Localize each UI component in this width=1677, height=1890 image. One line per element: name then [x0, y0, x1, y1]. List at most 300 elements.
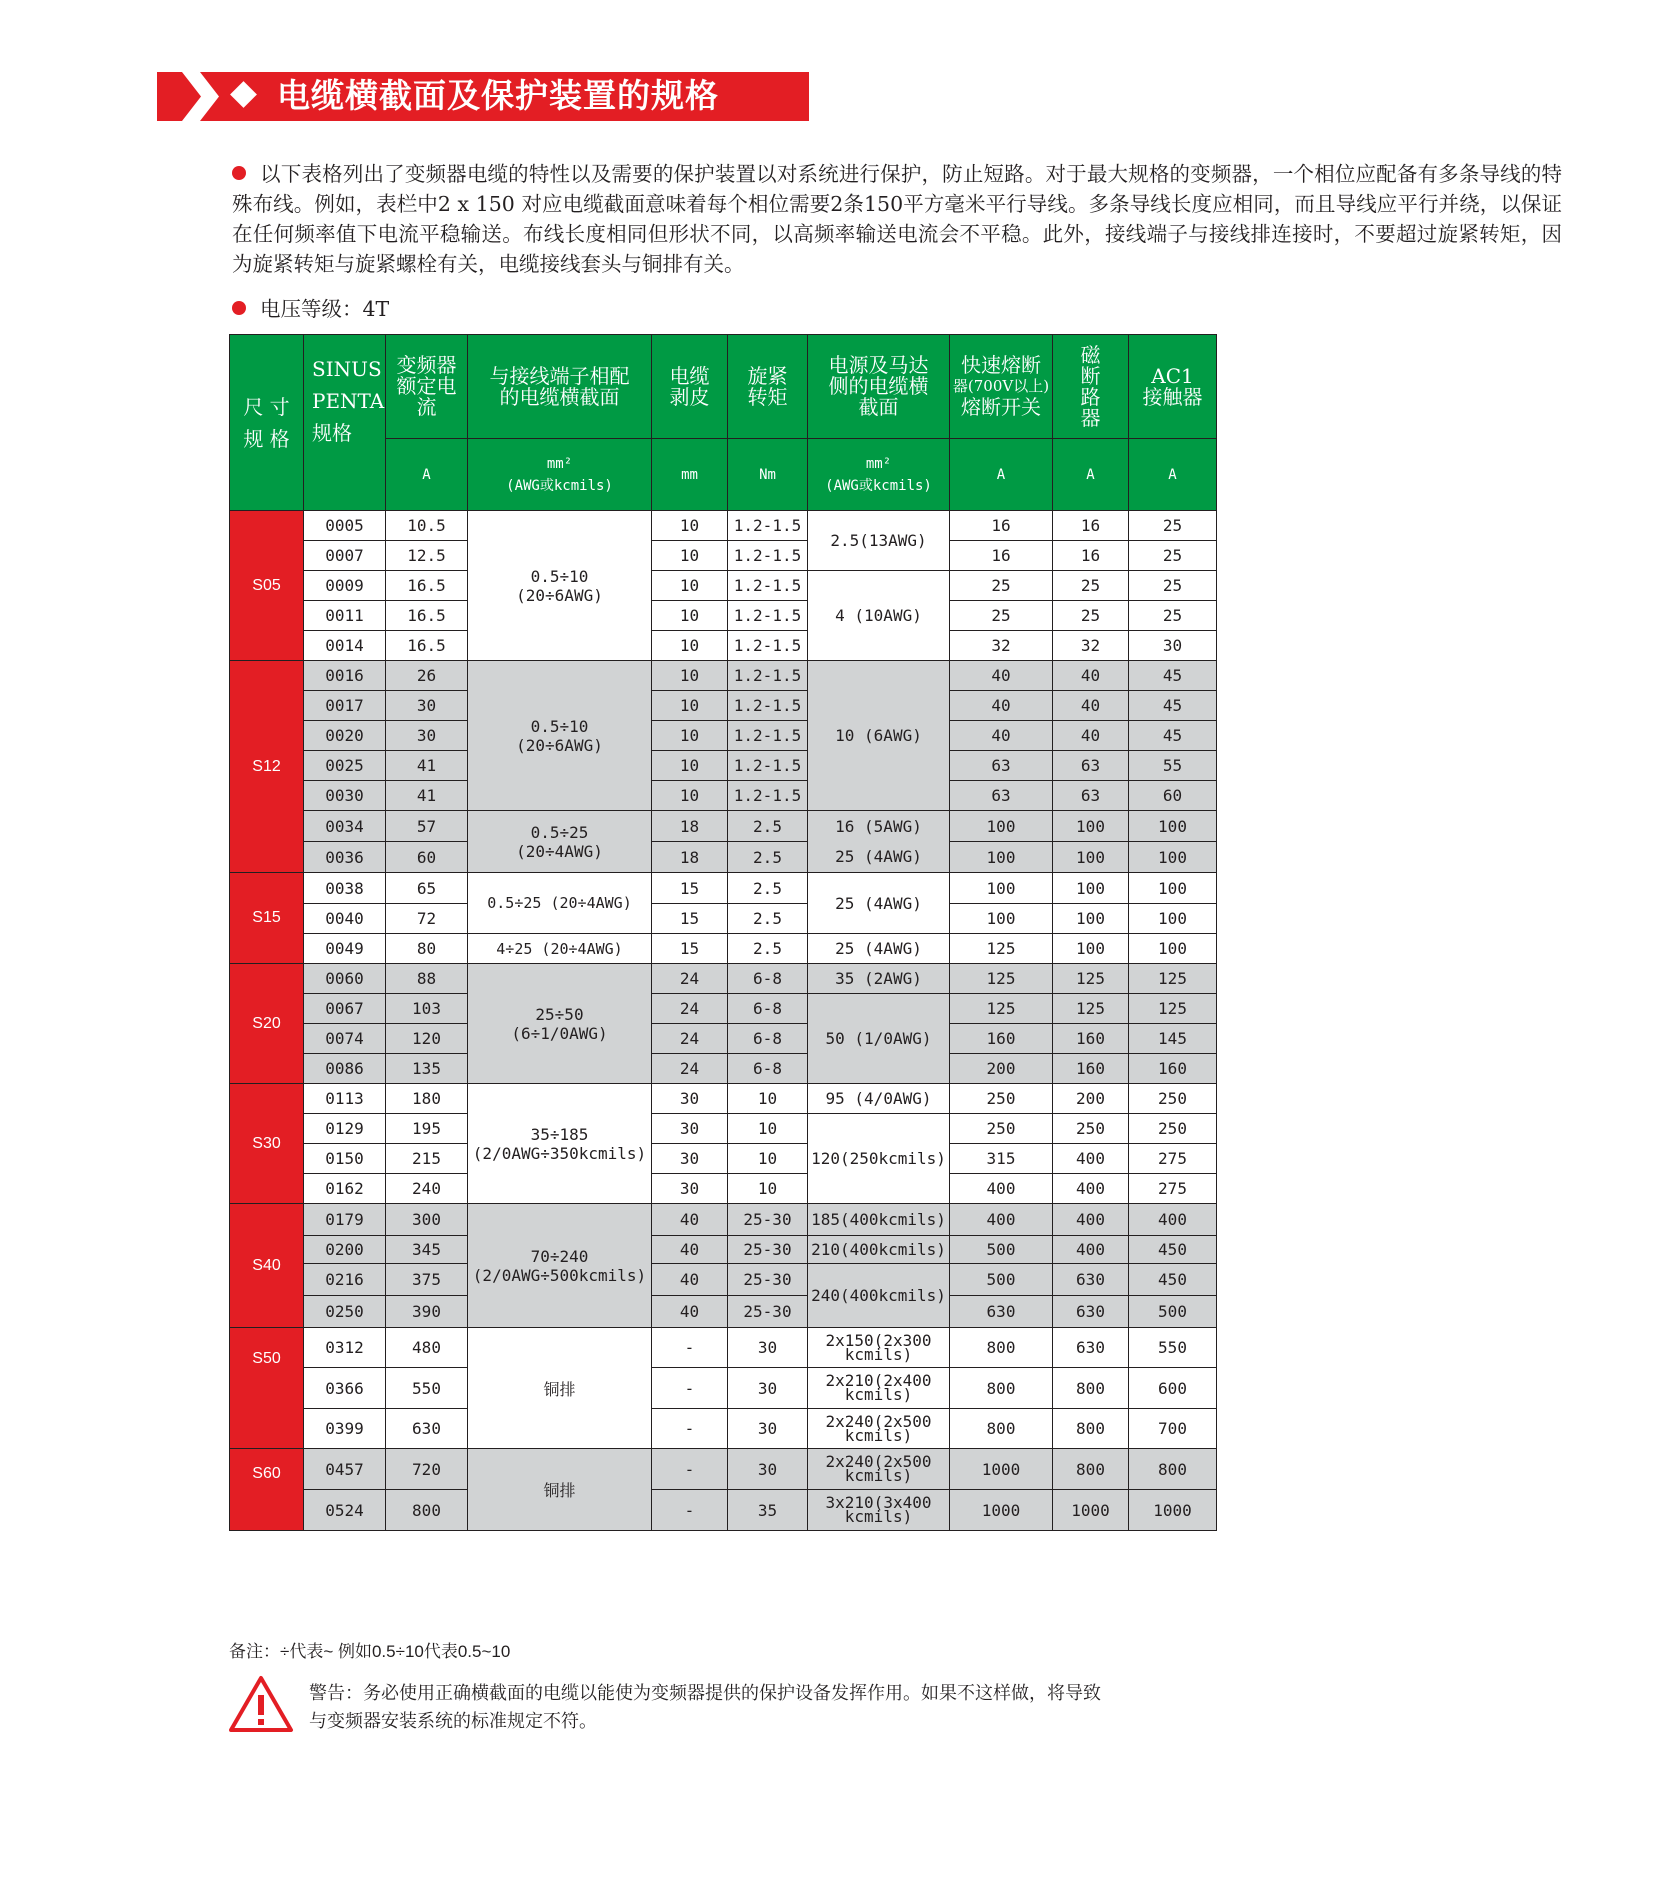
unit-torque: Nm [728, 439, 808, 511]
cell-current: 720 [386, 1449, 468, 1490]
table-row [230, 904, 1217, 934]
cell-current: 57 [386, 811, 468, 842]
cell-model: 0040 [304, 904, 386, 934]
cell-contactor: 25 [1129, 571, 1217, 601]
cable-cell: 0.5÷10 (20÷6AWG) [468, 661, 652, 811]
cell-current: 80 [386, 934, 468, 964]
cell-fuse: 1000 [950, 1490, 1053, 1531]
cell-model: 0049 [304, 934, 386, 964]
supply-cell: 2x240(2x500 kcmils) [808, 1409, 950, 1449]
cell-model: 0034 [304, 811, 386, 842]
cell-fuse: 400 [950, 1204, 1053, 1236]
cell-strip: 10 [652, 631, 728, 661]
cell-contactor: 100 [1129, 842, 1217, 873]
cell-torque: 1.2-1.5 [728, 661, 808, 691]
cell-strip: - [652, 1328, 728, 1368]
cell-contactor: 125 [1129, 964, 1217, 994]
cell-strip: 18 [652, 811, 728, 842]
cell-model: 0009 [304, 571, 386, 601]
cell-breaker: 400 [1053, 1144, 1129, 1174]
cell-model: 0200 [304, 1236, 386, 1264]
cell-torque: 1.2-1.5 [728, 601, 808, 631]
cell-torque: 30 [728, 1409, 808, 1449]
cell-strip: - [652, 1409, 728, 1449]
cell-fuse: 800 [950, 1328, 1053, 1368]
cell-contactor: 500 [1129, 1296, 1217, 1328]
warning-text [309, 1680, 1229, 1736]
supply-cell: 185(400kcmils) [808, 1204, 950, 1236]
cell-fuse: 500 [950, 1264, 1053, 1296]
cell-torque: 25-30 [728, 1204, 808, 1236]
table-row [230, 1264, 1217, 1296]
cell-fuse: 100 [950, 811, 1053, 842]
table-row [230, 661, 1217, 691]
cell-breaker: 40 [1053, 661, 1129, 691]
table-row [230, 1368, 1217, 1409]
cell-breaker: 630 [1053, 1264, 1129, 1296]
header-cable: 与接线端子相配的电缆横截面 [468, 335, 652, 439]
cell-fuse: 250 [950, 1084, 1053, 1114]
table-row [230, 842, 1217, 873]
page-title: 电缆横截面及保护装置的规格 [277, 76, 719, 115]
cell-torque: 1.2-1.5 [728, 721, 808, 751]
cell-strip: 10 [652, 691, 728, 721]
supply-cell: 10 (6AWG) [808, 661, 950, 811]
size-cell: S15 [230, 873, 304, 964]
cell-contactor: 25 [1129, 541, 1217, 571]
cell-contactor: 100 [1129, 904, 1217, 934]
cell-current: 215 [386, 1144, 468, 1174]
cell-breaker: 63 [1053, 751, 1129, 781]
table-row [230, 571, 1217, 601]
cell-strip: 24 [652, 1024, 728, 1054]
cell-contactor: 250 [1129, 1084, 1217, 1114]
cell-current: 390 [386, 1296, 468, 1328]
bullet-icon [232, 166, 246, 180]
cell-strip: 30 [652, 1114, 728, 1144]
cell-torque: 10 [728, 1084, 808, 1114]
cell-torque: 35 [728, 1490, 808, 1531]
cell-current: 345 [386, 1236, 468, 1264]
cell-model: 0074 [304, 1024, 386, 1054]
cable-cell: 铜排 [468, 1328, 652, 1449]
table-row [230, 1204, 1217, 1236]
cell-strip: 15 [652, 904, 728, 934]
table-row [230, 1490, 1217, 1531]
unit-contactor: A [1129, 439, 1217, 511]
header-supply: 电源及马达侧的电缆横截面 [808, 335, 950, 439]
size-cell: S30 [230, 1084, 304, 1204]
cell-fuse: 40 [950, 721, 1053, 751]
cable-cell: 0.5÷25 (20÷4AWG) [468, 811, 652, 873]
cell-fuse: 100 [950, 842, 1053, 873]
cell-fuse: 630 [950, 1296, 1053, 1328]
cell-model: 0129 [304, 1114, 386, 1144]
cell-torque: 2.5 [728, 934, 808, 964]
cell-strip: 10 [652, 571, 728, 601]
table-row [230, 934, 1217, 964]
cell-fuse: 800 [950, 1368, 1053, 1409]
cell-contactor: 450 [1129, 1264, 1217, 1296]
cell-torque: 30 [728, 1328, 808, 1368]
cell-breaker: 200 [1053, 1084, 1129, 1114]
footnote: 备注：÷代表~ 例如0.5÷10代表0.5~10 [229, 1642, 511, 1661]
cell-strip: 40 [652, 1204, 728, 1236]
cell-current: 16.5 [386, 571, 468, 601]
table-row [230, 1174, 1217, 1204]
header-current: 变频器额定电流 [386, 335, 468, 439]
table-row [230, 1054, 1217, 1084]
supply-cell: 25 (4AWG) [808, 873, 950, 934]
table-row [230, 541, 1217, 571]
cell-contactor: 55 [1129, 751, 1217, 781]
cell-fuse: 100 [950, 873, 1053, 904]
supply-cell: 25 (4AWG) [808, 842, 950, 873]
cable-cell: 0.5÷25 (20÷4AWG) [468, 873, 652, 934]
cell-current: 72 [386, 904, 468, 934]
cell-breaker: 32 [1053, 631, 1129, 661]
cell-current: 41 [386, 751, 468, 781]
size-cell: S50 [230, 1328, 304, 1449]
cell-model: 0038 [304, 873, 386, 904]
cell-strip: 40 [652, 1296, 728, 1328]
supply-cell: 2x240(2x500 kcmils) [808, 1449, 950, 1490]
cell-torque: 1.2-1.5 [728, 541, 808, 571]
cell-torque: 1.2-1.5 [728, 571, 808, 601]
cell-torque: 1.2-1.5 [728, 751, 808, 781]
cell-fuse: 500 [950, 1236, 1053, 1264]
intro-text: 以下表格列出了变频器电缆的特性以及需要的保护装置以对系统进行保护，防止短路。对于最大规格的变频器，一个相位应配备有多条导线的特殊布线。例如，表栏中2 x 150 对应电缆截面意味着每个相位需要2条150平方毫米平行导线。多条导线长度应相同，而且导线应平行并绕，以保证在任何频率值下电流平稳输送。布线长度相同但形状不同，以高频率输送电流会不平稳。此外，接线端子与接线排连接时，不要超过旋紧转矩，因为旋紧转矩与旋紧螺栓有关，电缆接线套头与铜排有关。 [232, 162, 1562, 276]
cell-fuse: 63 [950, 781, 1053, 811]
cell-strip: 10 [652, 661, 728, 691]
cell-fuse: 400 [950, 1174, 1053, 1204]
unit-current: A [386, 439, 468, 511]
cell-fuse: 800 [950, 1409, 1053, 1449]
supply-cell: 240(400kcmils) [808, 1264, 950, 1328]
cell-contactor: 100 [1129, 934, 1217, 964]
cell-torque: 6-8 [728, 994, 808, 1024]
voltage-line [232, 292, 389, 322]
cell-contactor: 25 [1129, 511, 1217, 541]
cell-torque: 6-8 [728, 1024, 808, 1054]
cell-breaker: 100 [1053, 934, 1129, 964]
cell-current: 30 [386, 691, 468, 721]
cell-fuse: 125 [950, 994, 1053, 1024]
cell-contactor: 275 [1129, 1144, 1217, 1174]
cable-cell: 0.5÷10 (20÷6AWG) [468, 511, 652, 661]
cell-fuse: 160 [950, 1024, 1053, 1054]
cell-fuse: 63 [950, 751, 1053, 781]
header-torque: 旋紧转矩 [728, 335, 808, 439]
cell-current: 120 [386, 1024, 468, 1054]
cell-torque: 25-30 [728, 1236, 808, 1264]
cell-strip: 10 [652, 541, 728, 571]
cell-torque: 30 [728, 1449, 808, 1490]
size-cell: S40 [230, 1204, 304, 1328]
cell-model: 0036 [304, 842, 386, 873]
table-row [230, 631, 1217, 661]
supply-cell: 2x150(2x300 kcmils) [808, 1328, 950, 1368]
cell-torque: 2.5 [728, 873, 808, 904]
cell-fuse: 40 [950, 691, 1053, 721]
table-row [230, 811, 1217, 842]
intro-paragraph [232, 159, 1562, 279]
cell-breaker: 800 [1053, 1368, 1129, 1409]
table-row [230, 1236, 1217, 1264]
cell-current: 135 [386, 1054, 468, 1084]
cell-model: 0030 [304, 781, 386, 811]
cell-breaker: 160 [1053, 1054, 1129, 1084]
cell-fuse: 16 [950, 541, 1053, 571]
cell-strip: 10 [652, 781, 728, 811]
cell-strip: 10 [652, 751, 728, 781]
table-row [230, 994, 1217, 1024]
cell-fuse: 100 [950, 904, 1053, 934]
cell-contactor: 800 [1129, 1449, 1217, 1490]
cell-fuse: 200 [950, 1054, 1053, 1084]
cell-strip: 10 [652, 511, 728, 541]
cell-current: 480 [386, 1328, 468, 1368]
cell-strip: 24 [652, 994, 728, 1024]
cell-breaker: 63 [1053, 781, 1129, 811]
cell-model: 0020 [304, 721, 386, 751]
cell-breaker: 800 [1053, 1449, 1129, 1490]
cell-current: 180 [386, 1084, 468, 1114]
cell-fuse: 16 [950, 511, 1053, 541]
supply-cell: 35 (2AWG) [808, 964, 950, 994]
table-row [230, 1449, 1217, 1490]
table-row [230, 1296, 1217, 1328]
cell-torque: 1.2-1.5 [728, 691, 808, 721]
table-row [230, 781, 1217, 811]
table-row [230, 1024, 1217, 1054]
supply-cell: 2.5(13AWG) [808, 511, 950, 571]
cell-fuse: 25 [950, 571, 1053, 601]
cell-current: 16.5 [386, 601, 468, 631]
cell-contactor: 250 [1129, 1114, 1217, 1144]
cell-current: 240 [386, 1174, 468, 1204]
cell-breaker: 40 [1053, 721, 1129, 751]
cell-current: 65 [386, 873, 468, 904]
cell-contactor: 400 [1129, 1204, 1217, 1236]
table-row [230, 601, 1217, 631]
cell-fuse: 315 [950, 1144, 1053, 1174]
cell-strip: 40 [652, 1264, 728, 1296]
table-row [230, 1409, 1217, 1449]
cell-current: 103 [386, 994, 468, 1024]
cell-fuse: 125 [950, 964, 1053, 994]
header-contactor: AC1 接触器 [1129, 335, 1217, 439]
cell-torque: 1.2-1.5 [728, 631, 808, 661]
supply-cell: 120(250kcmils) [808, 1114, 950, 1204]
cell-model: 0524 [304, 1490, 386, 1531]
cell-torque: 2.5 [728, 811, 808, 842]
cell-torque: 30 [728, 1368, 808, 1409]
cell-strip: 15 [652, 934, 728, 964]
cell-torque: 6-8 [728, 1054, 808, 1084]
cell-strip: 30 [652, 1084, 728, 1114]
cell-model: 0179 [304, 1204, 386, 1236]
cell-strip: 24 [652, 964, 728, 994]
cell-model: 0060 [304, 964, 386, 994]
cell-strip: 15 [652, 873, 728, 904]
cell-breaker: 100 [1053, 811, 1129, 842]
cell-model: 0150 [304, 1144, 386, 1174]
cell-breaker: 250 [1053, 1114, 1129, 1144]
cell-model: 0250 [304, 1296, 386, 1328]
cell-breaker: 16 [1053, 511, 1129, 541]
table-row [230, 1084, 1217, 1114]
spec-table [229, 334, 1217, 1531]
table-row [230, 1328, 1217, 1368]
header-fuse: 快速熔断 器(700V以上) 熔断开关 [950, 335, 1053, 439]
cell-model: 0113 [304, 1084, 386, 1114]
cell-current: 375 [386, 1264, 468, 1296]
supply-cell: 16 (5AWG) [808, 811, 950, 842]
cell-strip: - [652, 1490, 728, 1531]
table-row [230, 751, 1217, 781]
cell-contactor: 45 [1129, 661, 1217, 691]
cell-strip: 10 [652, 601, 728, 631]
size-cell: S12 [230, 661, 304, 873]
cell-model: 0216 [304, 1264, 386, 1296]
supply-cell: 2x210(2x400 kcmils) [808, 1368, 950, 1409]
cell-current: 800 [386, 1490, 468, 1531]
cell-breaker: 40 [1053, 691, 1129, 721]
cell-current: 550 [386, 1368, 468, 1409]
cell-strip: 24 [652, 1054, 728, 1084]
cell-model: 0005 [304, 511, 386, 541]
table-row [230, 1114, 1217, 1144]
unit-supply: mm² (AWG或kcmils) [808, 439, 950, 511]
cell-current: 16.5 [386, 631, 468, 661]
supply-cell: 210(400kcmils) [808, 1236, 950, 1264]
cell-contactor: 125 [1129, 994, 1217, 1024]
supply-cell: 95 (4/0AWG) [808, 1084, 950, 1114]
cell-model: 0399 [304, 1409, 386, 1449]
cell-current: 10.5 [386, 511, 468, 541]
cell-current: 300 [386, 1204, 468, 1236]
header-strip: 电缆剥皮 [652, 335, 728, 439]
cable-cell: 铜排 [468, 1449, 652, 1531]
cell-contactor: 25 [1129, 601, 1217, 631]
cell-breaker: 100 [1053, 873, 1129, 904]
cell-model: 0162 [304, 1174, 386, 1204]
cell-current: 630 [386, 1409, 468, 1449]
supply-cell: 4 (10AWG) [808, 571, 950, 661]
cell-contactor: 600 [1129, 1368, 1217, 1409]
cell-breaker: 160 [1053, 1024, 1129, 1054]
cell-model: 0017 [304, 691, 386, 721]
cell-torque: 25-30 [728, 1296, 808, 1328]
header-breaker: 磁断路器 [1053, 335, 1129, 439]
cell-model: 0011 [304, 601, 386, 631]
cell-contactor: 100 [1129, 873, 1217, 904]
cell-contactor: 550 [1129, 1328, 1217, 1368]
cell-model: 0007 [304, 541, 386, 571]
cell-breaker: 1000 [1053, 1490, 1129, 1531]
cell-model: 0067 [304, 994, 386, 1024]
cell-contactor: 275 [1129, 1174, 1217, 1204]
cell-strip: - [652, 1368, 728, 1409]
cell-breaker: 400 [1053, 1174, 1129, 1204]
cell-fuse: 25 [950, 601, 1053, 631]
cable-cell: 70÷240 (2/0AWG÷500kcmils) [468, 1204, 652, 1328]
warning-icon [228, 1675, 294, 1733]
cell-current: 12.5 [386, 541, 468, 571]
cell-fuse: 32 [950, 631, 1053, 661]
warning-line: 警告：务必使用正确横截面的电缆以能使为变频器提供的保护设备发挥作用。如果不这样做，将导致 [309, 1683, 1101, 1704]
cell-current: 26 [386, 661, 468, 691]
cell-model: 0025 [304, 751, 386, 781]
table-row [230, 964, 1217, 994]
cell-torque: 2.5 [728, 842, 808, 873]
cell-torque: 10 [728, 1114, 808, 1144]
cell-contactor: 30 [1129, 631, 1217, 661]
supply-cell: 3x210(3x400 kcmils) [808, 1490, 950, 1531]
table-row [230, 691, 1217, 721]
cell-contactor: 450 [1129, 1236, 1217, 1264]
cell-contactor: 160 [1129, 1054, 1217, 1084]
cell-breaker: 630 [1053, 1328, 1129, 1368]
warning-line: 与变频器安装系统的标准规定不符。 [309, 1711, 597, 1732]
cell-current: 41 [386, 781, 468, 811]
cell-fuse: 1000 [950, 1449, 1053, 1490]
header-size: 尺 寸 规 格 [230, 335, 304, 511]
cell-contactor: 60 [1129, 781, 1217, 811]
cell-model: 0086 [304, 1054, 386, 1084]
cell-strip: 30 [652, 1144, 728, 1174]
cell-strip: 10 [652, 721, 728, 751]
cell-torque: 1.2-1.5 [728, 781, 808, 811]
cable-cell: 35÷185 (2/0AWG÷350kcmils) [468, 1084, 652, 1204]
cell-contactor: 45 [1129, 691, 1217, 721]
cell-torque: 2.5 [728, 904, 808, 934]
cell-strip: - [652, 1449, 728, 1490]
unit-cable: mm² (AWG或kcmils) [468, 439, 652, 511]
cell-breaker: 25 [1053, 601, 1129, 631]
cell-breaker: 16 [1053, 541, 1129, 571]
size-cell: S05 [230, 511, 304, 661]
unit-breaker: A [1053, 439, 1129, 511]
cell-model: 0312 [304, 1328, 386, 1368]
cell-model: 0457 [304, 1449, 386, 1490]
unit-strip: mm [652, 439, 728, 511]
cell-fuse: 125 [950, 934, 1053, 964]
cell-contactor: 1000 [1129, 1490, 1217, 1531]
cell-torque: 1.2-1.5 [728, 511, 808, 541]
supply-cell: 50 (1/0AWG) [808, 994, 950, 1084]
cell-fuse: 250 [950, 1114, 1053, 1144]
table-row [230, 1144, 1217, 1174]
cell-current: 88 [386, 964, 468, 994]
bullet-icon [232, 301, 246, 315]
size-cell: S20 [230, 964, 304, 1084]
cell-torque: 10 [728, 1174, 808, 1204]
cell-current: 60 [386, 842, 468, 873]
cell-breaker: 125 [1053, 994, 1129, 1024]
cell-strip: 18 [652, 842, 728, 873]
header-model: SINUS PENTA 规格 [304, 335, 386, 511]
cell-current: 30 [386, 721, 468, 751]
cell-torque: 6-8 [728, 964, 808, 994]
cell-breaker: 100 [1053, 904, 1129, 934]
supply-cell: 25 (4AWG) [808, 934, 950, 964]
table-row [230, 873, 1217, 904]
cell-contactor: 700 [1129, 1409, 1217, 1449]
section-banner [157, 72, 809, 121]
cable-cell: 25÷50 (6÷1/0AWG) [468, 964, 652, 1084]
